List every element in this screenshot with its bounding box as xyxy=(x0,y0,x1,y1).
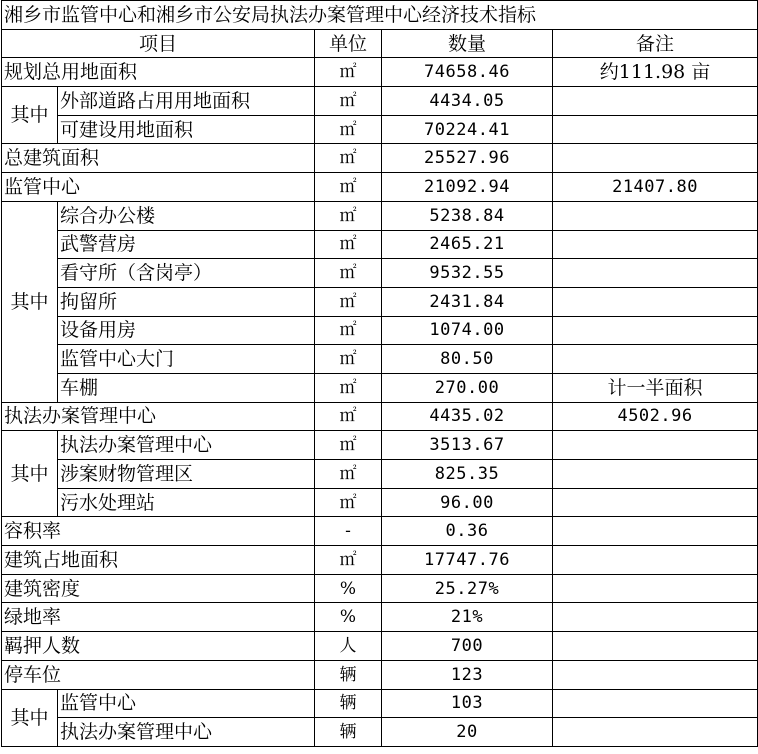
row-unit: ㎡ xyxy=(315,431,382,460)
row-remark xyxy=(553,632,758,661)
row-remark xyxy=(553,517,758,546)
group-label: 其中 xyxy=(2,431,58,517)
row-remark xyxy=(553,460,758,489)
row-quantity: 17747.76 xyxy=(382,546,553,575)
row-unit: ㎡ xyxy=(315,115,382,144)
row-item: 污水处理站 xyxy=(58,488,315,517)
row-unit: 辆 xyxy=(315,689,382,718)
table-row xyxy=(2,660,758,689)
row-item: 容积率 xyxy=(2,517,315,546)
row-remark xyxy=(553,144,758,173)
table-row xyxy=(2,173,758,202)
row-item: 执法办案管理中心 xyxy=(58,718,315,747)
table-row xyxy=(2,230,758,259)
row-unit: 辆 xyxy=(315,718,382,747)
row-quantity: 103 xyxy=(382,689,553,718)
row-quantity: 70224.41 xyxy=(382,115,553,144)
title-row xyxy=(2,1,758,30)
row-item: 设备用房 xyxy=(58,316,315,345)
row-item: 羁押人数 xyxy=(2,632,315,661)
row-remark: 4502.96 xyxy=(553,402,758,431)
row-remark xyxy=(553,115,758,144)
row-unit: ㎡ xyxy=(315,87,382,116)
row-remark xyxy=(553,488,758,517)
row-remark xyxy=(553,574,758,603)
row-unit: 辆 xyxy=(315,660,382,689)
header-quantity: 数量 xyxy=(382,29,553,58)
row-quantity: 96.00 xyxy=(382,488,553,517)
table-row xyxy=(2,402,758,431)
row-item: 可建设用地面积 xyxy=(58,115,315,144)
table-row xyxy=(2,632,758,661)
row-item: 综合办公楼 xyxy=(58,201,315,230)
row-quantity: 74658.46 xyxy=(382,58,553,87)
row-remark xyxy=(553,689,758,718)
row-remark xyxy=(553,546,758,575)
row-unit: ㎡ xyxy=(315,345,382,374)
row-remark xyxy=(553,718,758,747)
table-row xyxy=(2,488,758,517)
row-item: 建筑占地面积 xyxy=(2,546,315,575)
group-label: 其中 xyxy=(2,201,58,402)
table-row xyxy=(2,144,758,173)
row-quantity: 4434.05 xyxy=(382,87,553,116)
row-remark xyxy=(553,316,758,345)
row-item: 涉案财物管理区 xyxy=(58,460,315,489)
row-unit: ㎡ xyxy=(315,460,382,489)
row-unit: ㎡ xyxy=(315,316,382,345)
row-remark xyxy=(553,660,758,689)
table-row xyxy=(2,345,758,374)
row-item: 武警营房 xyxy=(58,230,315,259)
row-item: 车棚 xyxy=(58,373,315,402)
row-quantity: 21092.94 xyxy=(382,173,553,202)
row-quantity: 825.35 xyxy=(382,460,553,489)
row-remark: 约111.98 亩 xyxy=(553,58,758,87)
table-row xyxy=(2,460,758,489)
row-quantity: 4435.02 xyxy=(382,402,553,431)
row-unit: % xyxy=(315,603,382,632)
row-item: 监管中心 xyxy=(2,173,315,202)
row-quantity: 2465.21 xyxy=(382,230,553,259)
table-row xyxy=(2,87,758,116)
row-remark xyxy=(553,287,758,316)
row-remark xyxy=(553,603,758,632)
row-quantity: 1074.00 xyxy=(382,316,553,345)
row-unit: ㎡ xyxy=(315,373,382,402)
header-unit: 单位 xyxy=(315,29,382,58)
row-remark xyxy=(553,431,758,460)
row-unit: ㎡ xyxy=(315,287,382,316)
row-quantity: 5238.84 xyxy=(382,201,553,230)
row-unit: - xyxy=(315,517,382,546)
row-quantity: 21% xyxy=(382,603,553,632)
indicator-table xyxy=(1,0,758,747)
row-item: 停车位 xyxy=(2,660,315,689)
row-unit: ㎡ xyxy=(315,546,382,575)
row-item: 监管中心大门 xyxy=(58,345,315,374)
row-unit: ㎡ xyxy=(315,58,382,87)
row-quantity: 3513.67 xyxy=(382,431,553,460)
row-quantity: 25527.96 xyxy=(382,144,553,173)
row-unit: ㎡ xyxy=(315,402,382,431)
table-row xyxy=(2,259,758,288)
table-row xyxy=(2,517,758,546)
sheet-title: 湘乡市监管中心和湘乡市公安局执法办案管理中心经济技术指标 xyxy=(2,1,758,30)
table-row xyxy=(2,373,758,402)
row-unit: ㎡ xyxy=(315,144,382,173)
row-remark xyxy=(553,345,758,374)
row-item: 执法办案管理中心 xyxy=(2,402,315,431)
table-row xyxy=(2,287,758,316)
row-unit: 人 xyxy=(315,632,382,661)
table-row xyxy=(2,201,758,230)
row-quantity: 20 xyxy=(382,718,553,747)
row-item: 绿地率 xyxy=(2,603,315,632)
table-row xyxy=(2,603,758,632)
row-quantity: 123 xyxy=(382,660,553,689)
row-item: 建筑密度 xyxy=(2,574,315,603)
row-remark xyxy=(553,259,758,288)
row-item: 外部道路占用用地面积 xyxy=(58,87,315,116)
row-item: 总建筑面积 xyxy=(2,144,315,173)
row-item: 规划总用地面积 xyxy=(2,58,315,87)
group-label: 其中 xyxy=(2,87,58,144)
header-remark: 备注 xyxy=(553,29,758,58)
row-remark xyxy=(553,230,758,259)
table-row xyxy=(2,689,758,718)
row-quantity: 270.00 xyxy=(382,373,553,402)
row-quantity: 9532.55 xyxy=(382,259,553,288)
row-unit: ㎡ xyxy=(315,488,382,517)
row-item: 拘留所 xyxy=(58,287,315,316)
row-unit: ㎡ xyxy=(315,259,382,288)
row-unit: ㎡ xyxy=(315,173,382,202)
indicator-sheet xyxy=(1,0,757,747)
table-row xyxy=(2,431,758,460)
row-quantity: 2431.84 xyxy=(382,287,553,316)
row-remark: 21407.80 xyxy=(553,173,758,202)
header-row xyxy=(2,29,758,58)
table-row xyxy=(2,546,758,575)
table-row xyxy=(2,718,758,747)
table-row xyxy=(2,574,758,603)
row-unit: ㎡ xyxy=(315,230,382,259)
header-item: 项目 xyxy=(2,29,315,58)
row-quantity: 700 xyxy=(382,632,553,661)
row-item: 监管中心 xyxy=(58,689,315,718)
group-label: 其中 xyxy=(2,689,58,746)
row-remark xyxy=(553,87,758,116)
table-row xyxy=(2,115,758,144)
table-row xyxy=(2,316,758,345)
table-row xyxy=(2,58,758,87)
row-quantity: 0.36 xyxy=(382,517,553,546)
row-unit: ㎡ xyxy=(315,201,382,230)
row-unit: % xyxy=(315,574,382,603)
row-quantity: 25.27% xyxy=(382,574,553,603)
row-remark: 计一半面积 xyxy=(553,373,758,402)
row-item: 看守所（含岗亭） xyxy=(58,259,315,288)
row-quantity: 80.50 xyxy=(382,345,553,374)
row-item: 执法办案管理中心 xyxy=(58,431,315,460)
row-remark xyxy=(553,201,758,230)
